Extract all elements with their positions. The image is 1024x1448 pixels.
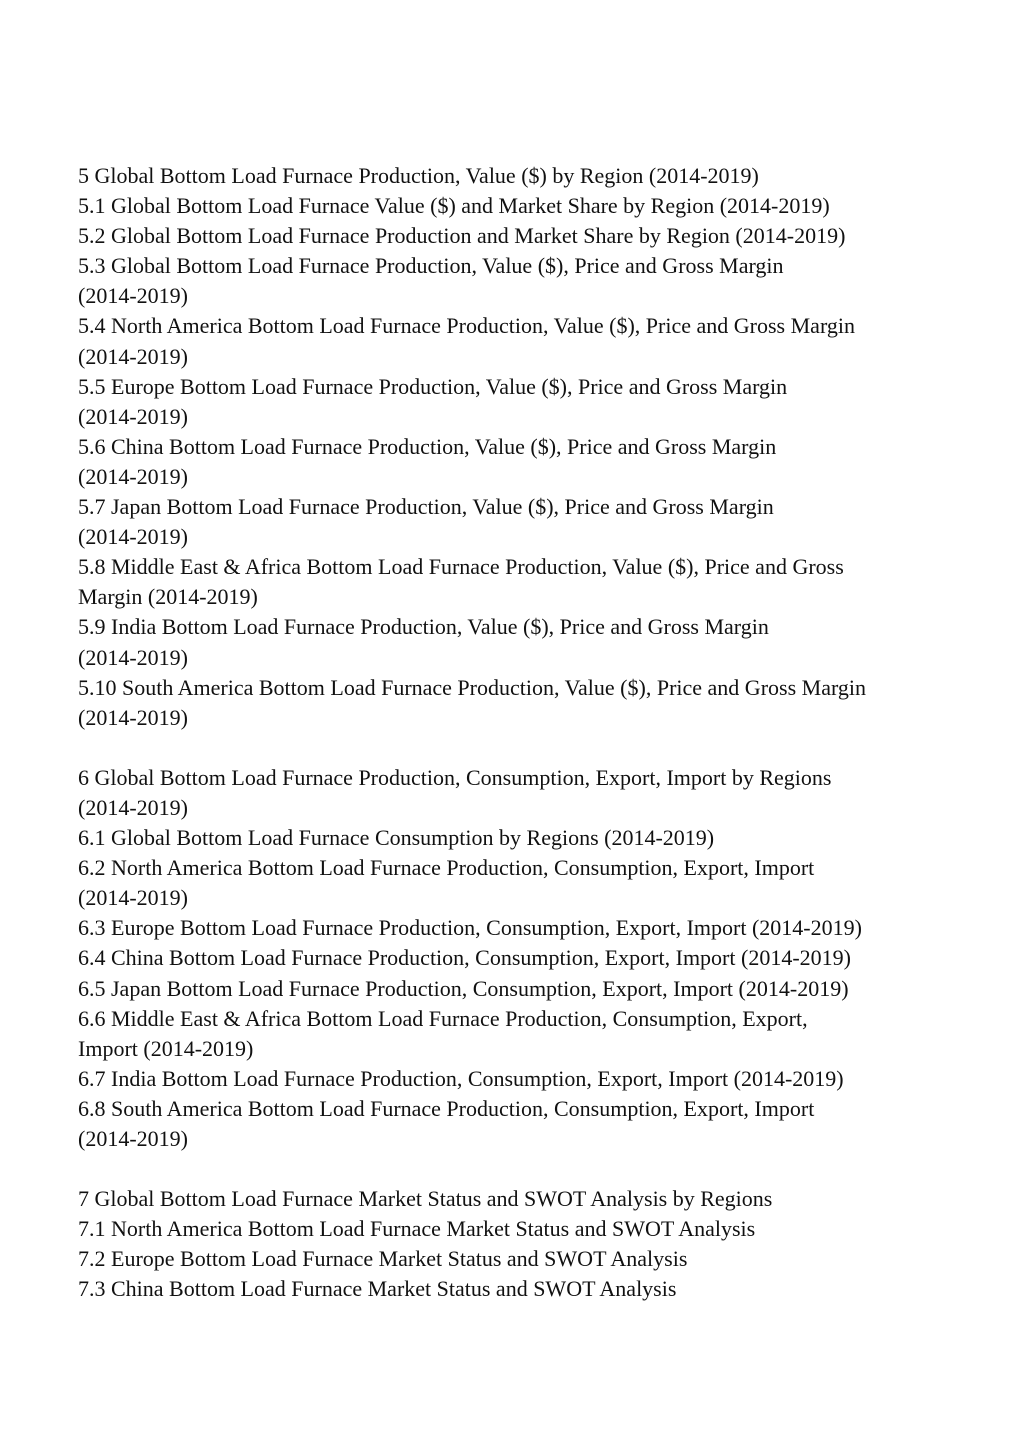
- toc-entry-6-7: 6.7 India Bottom Load Furnace Production, Consumption, Export, Import (2014-2019): [78, 1065, 844, 1091]
- toc-entry-5-10: 5.10 South America Bottom Load Furnace Production, Value ($), Price and Gross Margin: [78, 674, 867, 700]
- toc-entry-5-4-cont: (2014-2019): [78, 343, 188, 369]
- toc-entry-5-10-cont: (2014-2019): [78, 704, 188, 730]
- toc-entry-5-6-cont: (2014-2019): [78, 463, 188, 489]
- toc-entry-5-6: 5.6 China Bottom Load Furnace Production, Value ($), Price and Gross Margin: [78, 433, 777, 459]
- toc-entry-6-6-cont: Import (2014-2019): [78, 1035, 254, 1061]
- toc-entry-5-9: 5.9 India Bottom Load Furnace Production, Value ($), Price and Gross Margin: [78, 614, 769, 640]
- toc-entry-5-3-cont: (2014-2019): [78, 283, 188, 309]
- toc-entry-6-5: 6.5 Japan Bottom Load Furnace Production, Consumption, Export, Import (2014-2019): [78, 975, 849, 1001]
- toc-entry-5-5: 5.5 Europe Bottom Load Furnace Production, Value ($), Price and Gross Margin: [78, 373, 788, 399]
- toc-entry-5-2: 5.2 Global Bottom Load Furnace Production and Market Share by Region (2014-2019): [78, 223, 846, 249]
- toc-entry-6-3: 6.3 Europe Bottom Load Furnace Production, Consumption, Export, Import (2014-2019): [78, 915, 862, 941]
- toc-entry-6-8: 6.8 South America Bottom Load Furnace Production, Consumption, Export, Import: [78, 1095, 815, 1121]
- toc-entry-6-1: 6.1 Global Bottom Load Furnace Consumption by Regions (2014-2019): [78, 825, 715, 851]
- toc-entry-5-8-cont: Margin (2014-2019): [78, 584, 258, 610]
- toc-entry-5-4: 5.4 North America Bottom Load Furnace Production, Value ($), Price and Gross Margin: [78, 313, 855, 339]
- toc-section-5: [78, 161, 978, 733]
- toc-entry-5-7-cont: (2014-2019): [78, 524, 188, 550]
- toc-heading-6-cont: (2014-2019): [78, 794, 188, 820]
- toc-heading-6: 6 Global Bottom Load Furnace Production, Consumption, Export, Import by Regions: [78, 764, 832, 790]
- toc-entry-5-7: 5.7 Japan Bottom Load Furnace Production, Value ($), Price and Gross Margin: [78, 494, 774, 520]
- toc-entry-6-2: 6.2 North America Bottom Load Furnace Production, Consumption, Export, Import: [78, 855, 815, 881]
- toc-entry-7-3: 7.3 China Bottom Load Furnace Market Status and SWOT Analysis: [78, 1276, 677, 1302]
- toc-section-7: [78, 1184, 978, 1304]
- toc-entry-6-8-cont: (2014-2019): [78, 1126, 188, 1151]
- toc-entry-5-9-cont: (2014-2019): [78, 644, 188, 670]
- toc-entry-6-2-cont: (2014-2019): [78, 885, 188, 911]
- toc-entry-7-1: 7.1 North America Bottom Load Furnace Market Status and SWOT Analysis: [78, 1216, 756, 1242]
- toc-entry-5-3: 5.3 Global Bottom Load Furnace Production, Value ($), Price and Gross Margin: [78, 253, 784, 279]
- toc-heading-5: 5 Global Bottom Load Furnace Production, Value ($) by Region (2014-2019): [78, 163, 759, 188]
- toc-entry-6-4: 6.4 China Bottom Load Furnace Production, Consumption, Export, Import (2014-2019): [78, 945, 851, 971]
- toc-heading-7: 7 Global Bottom Load Furnace Market Status and SWOT Analysis by Regions: [78, 1186, 773, 1212]
- toc-entry-5-1: 5.1 Global Bottom Load Furnace Value ($) and Market Share by Region (2014-2019): [78, 193, 830, 219]
- toc-section-6: [78, 763, 978, 1154]
- toc-entry-5-5-cont: (2014-2019): [78, 403, 188, 429]
- toc-entry-5-8: 5.8 Middle East & Africa Bottom Load Furnace Production, Value ($), Price and Gross: [78, 554, 844, 580]
- toc-entry-6-6: 6.6 Middle East & Africa Bottom Load Furnace Production, Consumption, Export,: [78, 1005, 808, 1031]
- document-page: [78, 161, 978, 1305]
- toc-entry-7-2: 7.2 Europe Bottom Load Furnace Market Status and SWOT Analysis: [78, 1246, 688, 1272]
